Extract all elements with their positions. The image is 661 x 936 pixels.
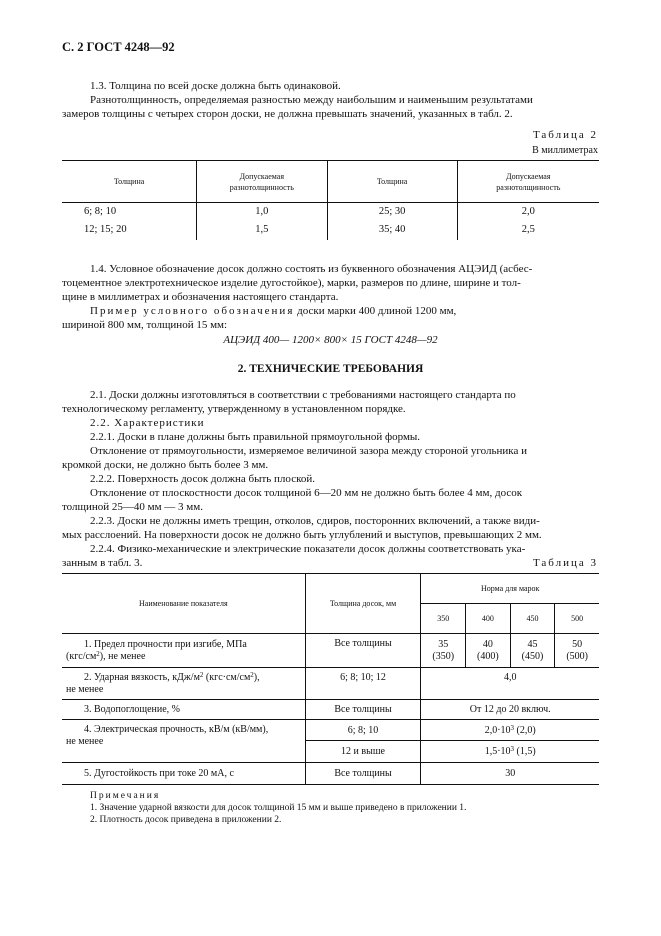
table-row (62, 700, 599, 720)
table-3-value-cell: $2,0\cdot 10^3$ (2,0) (484, 723, 536, 736)
table-2-header-thickness: Толщина (62, 161, 197, 203)
table-2-cell: 1,5 (197, 220, 327, 240)
table-3-thickness-cell: Все толщины (305, 634, 421, 668)
paragraph-2-line: занным в табл. 3. (62, 557, 143, 569)
table-2-cell: 1,0 (197, 203, 327, 220)
table-3-thickness-cell: Все толщины (305, 700, 421, 720)
paragraph-1-4-line: Пример условного обозначения доски марки 400 длиной 1200 мм, (90, 305, 457, 317)
table-2-cell: 6; 8; 10 (62, 203, 197, 220)
table-3-value-cell: 40 (400) (466, 634, 511, 668)
table-row (62, 220, 599, 240)
table-2-cell: 35; 40 (327, 220, 457, 240)
table-2-caption: Таблица 2 (532, 129, 598, 141)
table-row (62, 763, 599, 785)
paragraph-2-line: технологическому регламенту, утвержденному в установленном порядке. (62, 403, 406, 415)
table-2-header-tolerance: Допускаемая разнотолщинность (496, 171, 561, 192)
paragraph-2-line: мых расслоений. На поверхности досок не должно быть углублений и выступов, превышающих 2 мм. (62, 529, 542, 541)
paragraph-2-line: Отклонение от плоскостности досок толщиной 6—20 мм не должно быть более 4 мм, досок (90, 487, 523, 499)
section-title: 2. ТЕХНИЧЕСКИЕ ТРЕБОВАНИЯ (237, 363, 424, 375)
table-3-name-cell: 1. Предел прочности при изгибе, МПа $(кгс/см^2)$, не менее (62, 634, 305, 668)
example-label: Пример условного обозначения (90, 305, 295, 317)
paragraph-2-line: толщиной 25—40 мм — 3 мм. (62, 501, 203, 513)
table-row (62, 203, 599, 220)
table-row (62, 634, 599, 668)
paragraph-2-line: 2.2.1. Доски в плане должны быть правильной прямоугольной формы. (90, 431, 421, 443)
table-2-cell: 12; 15; 20 (62, 220, 197, 240)
table-2-units: В миллиметрах (532, 145, 598, 156)
table-3-value-cell: 35 (350) (421, 634, 466, 668)
table-2-header-tolerance: Допускаемая разнотолщинность (197, 161, 327, 203)
paragraph-2-line: 2.1. Доски должны изготовляться в соответствии с требованиями настоящего стандарта по (90, 389, 516, 401)
note-item: 2. Плотность досок приведена в приложении 2. (90, 815, 282, 825)
table-2-cell: 25; 30 (327, 203, 457, 220)
table-3-thickness-cell: 12 и выше (305, 741, 421, 763)
paragraph-2-line: 2.2.3. Доски не должны иметь трещин, отколов, сдиров, посторонних включений, а также види- (90, 515, 540, 527)
paragraph-1-4-line: тоцементное электротехническое изделие дугостойкое), марки, размеров по длине, ширине и тол- (62, 277, 521, 289)
table-2-cell: 2,5 (521, 224, 535, 235)
paragraph-1-4-line: щине в миллиметрах и обозначения настоящего стандарта. (62, 291, 339, 303)
designation-formula: АЦЭИД 400— 1200× 800× 15 ГОСТ 4248—92 (223, 334, 438, 346)
table-row (62, 668, 599, 700)
table-3-caption: Таблица 3 (532, 557, 598, 569)
paragraph-1-4-line: 1.4. Условное обозначение досок должно состоять из буквенного обозначения АЦЭИД (асбес- (90, 263, 533, 275)
table-3-thickness-cell: 6; 8; 10; 12 (305, 668, 421, 700)
table-3-header-grade: 400 (466, 604, 511, 634)
table-3-value-cell: 50 (500) (566, 638, 588, 662)
table-3-name-cell: 4. Электрическая прочность, кВ/м (кВ/мм), не менее (62, 720, 305, 763)
note-item: 1. Значение ударной вязкости для досок толщиной 15 мм и выше приведено в приложении 1. (90, 803, 467, 813)
paragraph-2-line: 2.2.4. Физико-механические и электрические показатели досок должны соответствовать ука- (90, 543, 526, 555)
table-3-value-cell: 45 (450) (510, 634, 555, 668)
table-3-name-cell: 5. Дугостойкость при токе 20 мА, с (62, 763, 305, 785)
table-3-name-cell: 2. Ударная вязкость, кДж/$м^2$ $(кгс\cdot см/см^2)$, не менее (62, 668, 305, 700)
paragraph-1-3-line: 1.3. Толщина по всей доске должна быть одинаковой. (90, 80, 341, 92)
table-3-header-thickness: Толщина досок, мм (305, 574, 421, 634)
table-3-value-cell: 4,0 (503, 672, 517, 683)
paragraph-2-line: 2.2. Характеристики (90, 417, 205, 429)
table-3 (62, 573, 599, 785)
page-header: С. 2 ГОСТ 4248—92 (62, 40, 175, 54)
table-3-name-cell: 3. Водопоглощение, % (62, 700, 305, 720)
notes-title: Примечания (90, 791, 161, 801)
table-3-thickness-cell: Все толщины (305, 763, 421, 785)
table-3-header-grade: 350 (421, 604, 466, 634)
table-3-header-name: Наименование показателя (62, 574, 305, 634)
table-3-value-cell: 30 (505, 768, 516, 779)
table-3-value-cell: $1,5\cdot 10^3$ (1,5) (484, 745, 536, 757)
table-2 (62, 160, 599, 240)
table-2-cell: 2,0 (521, 205, 535, 217)
table-3-header-grade: 500 (571, 614, 584, 623)
paragraph-2-line: кромкой доски, не должно быть более 3 мм. (62, 459, 269, 471)
paragraph-1-3-line: замеров толщины с четырех сторон доски, не должна превышать значений, указанных в табл. 2. (62, 108, 513, 120)
paragraph-1-4-line: шириной 800 мм, толщиной 15 мм: (62, 319, 228, 331)
paragraph-2-line: 2.2.2. Поверхность досок должна быть плоской. (90, 473, 315, 485)
table-3-header-norm: Норма для марок (421, 574, 599, 604)
paragraph-2-line: Отклонение от прямоугольности, измеряемое величиной зазора между стороной угольника и (90, 445, 527, 457)
paragraph-1-3-line: Разнотолщинность, определяемая разностью между наибольшим и наименьшим результатами (90, 94, 533, 106)
table-3-value-cell: От 12 до 20 включ. (469, 704, 551, 715)
table-3-thickness-cell: 6; 8; 10 (305, 720, 421, 741)
table-3-header-grade: 450 (510, 604, 555, 634)
table-2-header-thickness: Толщина (327, 161, 457, 203)
table-row (62, 720, 599, 741)
